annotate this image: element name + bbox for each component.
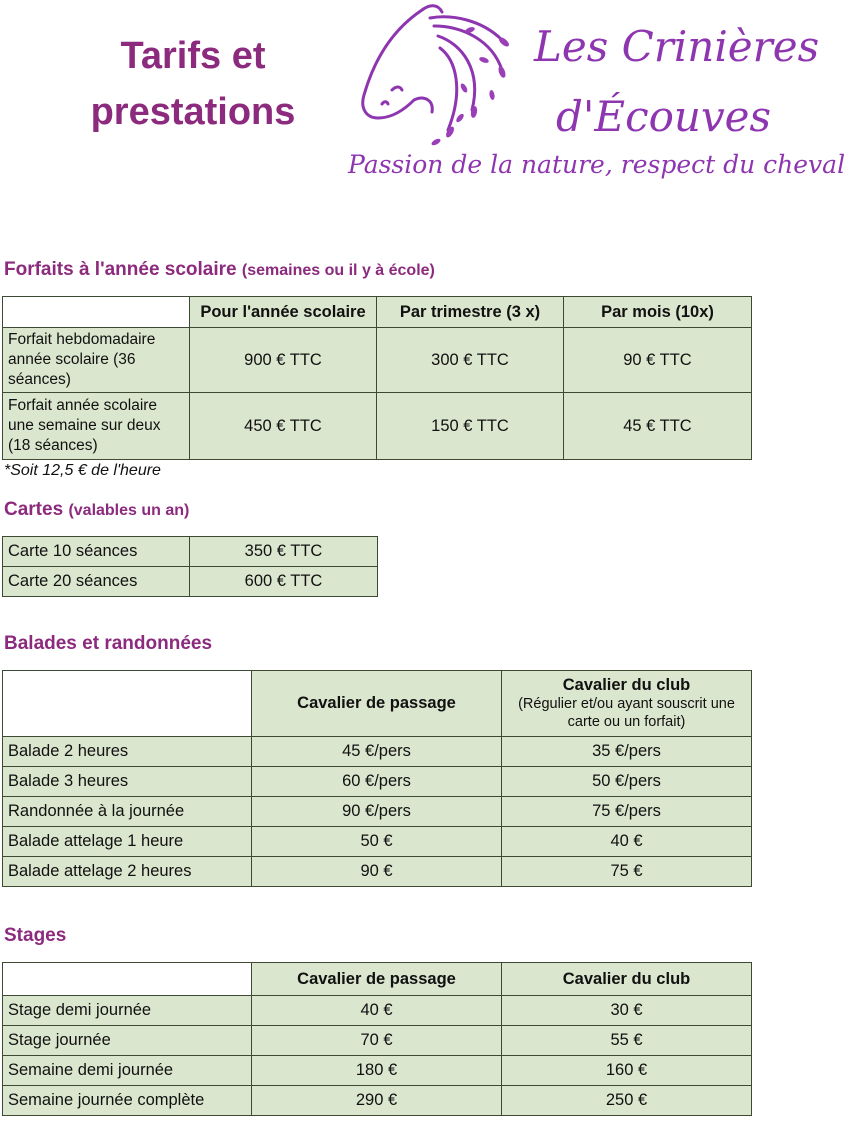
forfaits-cell: 900 € TTC [190,328,377,393]
table-row [3,393,752,460]
table-row [3,1056,752,1086]
stages-cell: 30 € [502,996,752,1026]
table-row [3,1086,752,1116]
table-row [3,737,752,767]
forfaits-row-label: Forfait année scolaire une semaine sur deux (18 séances) [3,393,190,460]
stages-header-blank [3,963,252,996]
balades-row-label: Balade attelage 1 heure [3,827,252,857]
balades-col-club-title: Cavalier du club [562,676,691,694]
balades-header-blank [3,671,252,737]
forfaits-title [4,259,435,281]
balades-cell: 40 € [502,827,752,857]
table-row [3,567,378,597]
stages-row-label: Semaine journée complète [3,1086,252,1116]
balades-cell: 75 € [502,857,752,887]
balades-col-club [502,671,752,737]
page-title-line2: prestations [90,91,296,133]
stages-cell: 55 € [502,1026,752,1056]
stages-cell: 180 € [252,1056,502,1086]
stages-row-label: Stage demi journée [3,996,252,1026]
cartes-title [4,499,189,521]
stages-cell: 160 € [502,1056,752,1086]
stages-cell: 40 € [252,996,502,1026]
table-row [3,797,752,827]
stages-table [2,962,752,1116]
balades-col-passage: Cavalier de passage [252,671,502,737]
forfaits-cell: 450 € TTC [190,393,377,460]
table-row [3,996,752,1026]
stages-row-label: Stage journée [3,1026,252,1056]
balades-cell: 45 €/pers [252,737,502,767]
cartes-row-label: Carte 10 séances [3,537,190,567]
table-row [3,328,752,393]
balades-table [2,670,752,887]
table-row [3,537,378,567]
balades-row-label: Randonnée à la journée [3,797,252,827]
logo-tagline: Passion de la nature, respect du cheval [348,150,845,179]
forfaits-header-blank [3,297,190,328]
forfaits-cell: 45 € TTC [564,393,752,460]
cartes-title-text: Cartes [4,499,64,520]
stages-cell: 290 € [252,1086,502,1116]
table-row [3,827,752,857]
cartes-table [2,536,378,597]
cartes-subtitle: (valables un an) [68,502,190,519]
forfaits-row-label: Forfait hebdomadaire année scolaire (36 séances) [3,328,190,393]
logo-name-line1: Les Crinières [534,22,820,71]
horse-head-icon [352,0,532,165]
stages-title: Stages [4,925,67,946]
balades-row-label: Balade attelage 2 heures [3,857,252,887]
balades-cell: 90 € [252,857,502,887]
balades-title: Balades et randonnées [4,633,213,654]
forfaits-cell: 150 € TTC [377,393,564,460]
balades-cell: 35 €/pers [502,737,752,767]
forfaits-col-trimestre: Par trimestre (3 x) [377,297,564,328]
balades-cell: 50 € [252,827,502,857]
table-row [3,857,752,887]
balades-cell: 90 €/pers [252,797,502,827]
forfaits-title-text: Forfaits à l'année scolaire [4,259,237,280]
stages-row-label: Semaine demi journée [3,1056,252,1086]
forfaits-table [2,296,752,460]
stages-col-passage: Cavalier de passage [252,963,502,996]
cartes-cell: 600 € TTC [190,567,378,597]
stages-col-club: Cavalier du club [502,963,752,996]
table-row [3,767,752,797]
balades-cell: 50 €/pers [502,767,752,797]
balades-row-label: Balade 2 heures [3,737,252,767]
balades-col-club-subtitle: (Régulier et/ou ayant souscrit une carte ou un forfait) [518,696,735,730]
logo [348,0,845,200]
cartes-row-label: Carte 20 séances [3,567,190,597]
forfaits-note: *Soit 12,5 € de l'heure [4,462,161,479]
stages-cell: 250 € [502,1086,752,1116]
table-row [3,1026,752,1056]
stages-cell: 70 € [252,1026,502,1056]
page-title-line1: Tarifs et [120,35,266,77]
forfaits-col-annee: Pour l'année scolaire [190,297,377,328]
logo-name-line2: d'Écouves [556,92,772,141]
forfaits-cell: 300 € TTC [377,328,564,393]
forfaits-subtitle: (semaines ou il y à école) [241,262,435,279]
page-title [58,28,328,140]
forfaits-col-mois: Par mois (10x) [564,297,752,328]
cartes-cell: 350 € TTC [190,537,378,567]
balades-cell: 75 €/pers [502,797,752,827]
balades-row-label: Balade 3 heures [3,767,252,797]
forfaits-cell: 90 € TTC [564,328,752,393]
balades-cell: 60 €/pers [252,767,502,797]
